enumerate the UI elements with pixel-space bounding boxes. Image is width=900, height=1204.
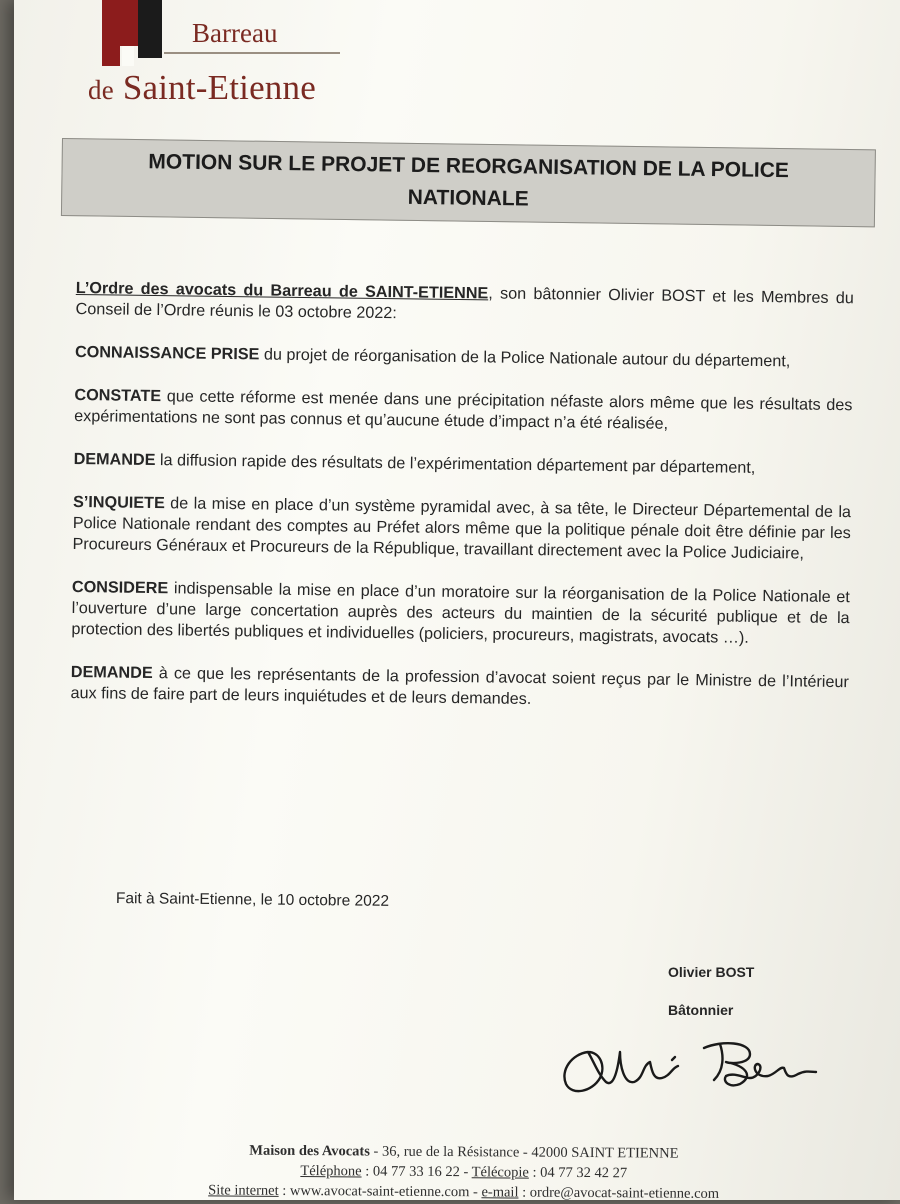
signer-name: Olivier BOST bbox=[668, 964, 755, 980]
footer-web-line bbox=[154, 1180, 774, 1204]
footer-email-label: e-mail bbox=[481, 1184, 519, 1201]
footer-phone: : 04 77 33 16 22 - bbox=[361, 1163, 472, 1181]
clause-keyword: S’INQUIETE bbox=[72, 492, 165, 513]
footer-email: : ordre@avocat-saint-etienne.com bbox=[518, 1184, 720, 1202]
signer-role: Bâtonnier bbox=[668, 1002, 734, 1018]
clause-text: à ce que les représentants de la profession d’avocat soient reçus par le Ministre de l’Intérieur aux fins de faire part de leurs inquiétudes et de leurs demandes. bbox=[70, 664, 849, 708]
clause-paragraph bbox=[75, 342, 853, 373]
footer-site: : www.avocat-saint-etienne.com - bbox=[278, 1182, 482, 1201]
intro-organization: L’Ordre des avocats du Barreau de SAINT-ETIENNE bbox=[75, 278, 489, 303]
intro-paragraph bbox=[75, 278, 853, 330]
footer-address: - 36, rue de la Résistance - 42000 SAINT ETIENNE bbox=[369, 1143, 679, 1162]
clause-paragraph bbox=[74, 385, 852, 437]
clause-keyword: DEMANDE bbox=[70, 662, 153, 683]
footer-phone-label: Téléphone bbox=[300, 1163, 362, 1180]
footer-site-label: Site internet bbox=[208, 1182, 279, 1199]
handwritten-signature bbox=[554, 1022, 834, 1102]
clause-keyword: DEMANDE bbox=[73, 449, 156, 470]
letterhead-prefix: de bbox=[88, 75, 114, 105]
clause-paragraph bbox=[72, 492, 851, 565]
clause-text: indispensable la mise en place d’un moratoire sur la réorganisation de la Police Nationale et l’ouverture d’une large concertation auprès des acteurs du maintien de la sécurité publique et de la protection des libertés publiques et individuelles (policiers, procureurs, magistrats, avocats …). bbox=[71, 579, 851, 647]
clause-text: de la mise en place d’un système pyramidal avec, à sa tête, le Directeur Départemental de la Police Nationale rendant des comptes au Préfet alors même que la politique pénale doit être définie par les Procureurs Généraux et Procureurs de la République, travaillant directement avec la Police Judiciaire, bbox=[72, 494, 852, 563]
footer-fax: : 04 77 32 42 27 bbox=[528, 1164, 628, 1182]
letterhead-footer bbox=[154, 1140, 774, 1204]
clause-text: du projet de réorganisation de la Police Nationale autour du département, bbox=[259, 345, 791, 371]
clause-keyword: CONSIDERE bbox=[71, 577, 169, 598]
clause-paragraph bbox=[70, 662, 848, 714]
clause-keyword: CONSTATE bbox=[74, 385, 162, 406]
clause-paragraph bbox=[71, 577, 850, 650]
clause-paragraph bbox=[73, 449, 851, 480]
title-box bbox=[61, 138, 876, 227]
place-and-date: Fait à Saint-Etienne, le 10 octobre 2022 bbox=[115, 890, 390, 910]
letterhead-barreau: Barreau bbox=[192, 18, 278, 48]
footer-fax-label: Télécopie bbox=[471, 1164, 529, 1181]
clause-text: que cette réforme est menée dans une précipitation néfaste alors même que les résultats des expérimentations ne sont pas connus et qu’aucune étude d’impact n’a été réalisée, bbox=[74, 387, 853, 433]
clause-text: la diffusion rapide des résultats de l’expérimentation département par département, bbox=[155, 451, 756, 477]
footer-address-label: Maison des Avocats bbox=[249, 1142, 370, 1160]
letterhead-city bbox=[88, 68, 316, 108]
letterhead-rule bbox=[164, 52, 340, 54]
motion-body bbox=[70, 278, 854, 736]
intro-text: , son bâtonnier Olivier BOST et les Membres du Conseil de l’Ordre réunis le 03 octobre 2022: bbox=[75, 284, 854, 323]
bar-association-logo bbox=[102, 0, 162, 66]
document-page bbox=[14, 0, 900, 1200]
document-title: MOTION SUR LE PROJET DE REORGANISATION DE LA POLICE NATIONALE bbox=[148, 150, 790, 211]
clause-keyword: CONNAISSANCE PRISE bbox=[74, 342, 260, 364]
letterhead-city-name: Saint-Etienne bbox=[122, 68, 316, 107]
